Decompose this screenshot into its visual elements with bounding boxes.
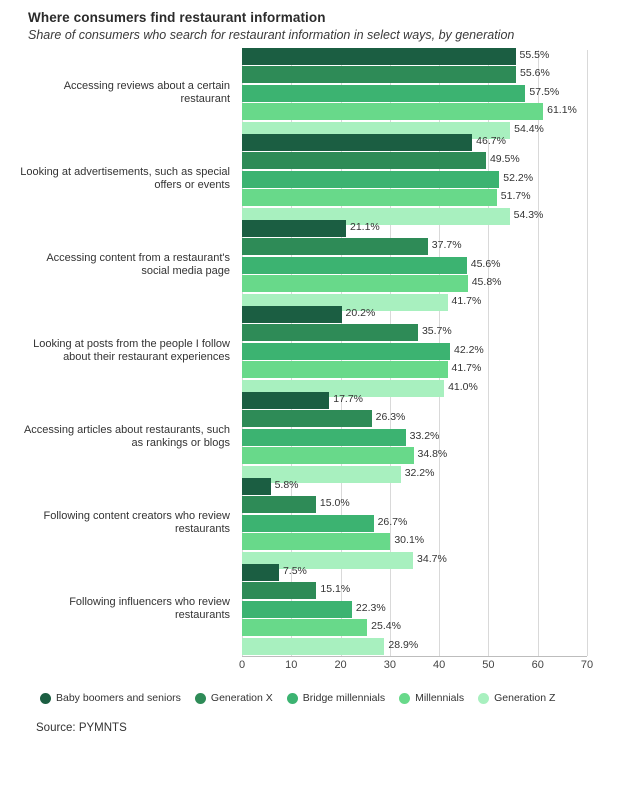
bar-value-label: 42.2% xyxy=(453,343,484,356)
bar-group xyxy=(242,392,587,485)
page-subtitle: Share of consumers who search for restaurant information in select ways, by generation xyxy=(28,28,515,42)
bar-row xyxy=(242,275,587,292)
bar[interactable] xyxy=(242,601,352,618)
category-label: Looking at advertisements, such as special offers or events xyxy=(20,165,230,191)
bar[interactable] xyxy=(242,392,329,409)
x-axis-tick-label: 60 xyxy=(531,659,544,671)
bar-group xyxy=(242,478,587,571)
x-axis-line xyxy=(242,656,587,657)
bar-row xyxy=(242,361,587,378)
bar[interactable] xyxy=(242,410,372,427)
bar-value-label: 41.7% xyxy=(451,362,482,374)
bar-row xyxy=(242,619,587,636)
bar-value-label: 54.4% xyxy=(514,122,544,135)
bar-value-label: 26.3% xyxy=(375,411,406,423)
bar[interactable] xyxy=(242,238,428,255)
legend-item[interactable] xyxy=(40,692,181,704)
bar[interactable] xyxy=(242,257,467,274)
x-axis-tick-label: 0 xyxy=(238,659,246,671)
category-labels xyxy=(14,50,236,708)
bar-value-label: 32.2% xyxy=(404,466,435,479)
page-title: Where consumers find restaurant information xyxy=(28,10,326,25)
legend-item[interactable] xyxy=(399,692,464,704)
bar[interactable] xyxy=(242,564,279,581)
bar[interactable] xyxy=(242,582,316,599)
bar-row xyxy=(242,306,587,323)
legend-swatch-icon xyxy=(287,693,298,704)
bar-value-label: 5.8% xyxy=(274,478,299,491)
bar-value-label: 51.7% xyxy=(500,190,531,202)
bar-row xyxy=(242,582,587,599)
bar-row xyxy=(242,48,587,65)
source-note: Source: PYMNTS xyxy=(36,722,127,734)
bar-row xyxy=(242,533,587,550)
bar-row xyxy=(242,324,587,341)
x-axis-tick-label: 30 xyxy=(383,659,396,671)
bar-row xyxy=(242,103,587,120)
legend-swatch-icon xyxy=(399,693,410,704)
bar[interactable] xyxy=(242,220,346,237)
bar-value-label: 21.1% xyxy=(349,220,380,233)
bar-value-label: 61.1% xyxy=(547,104,577,116)
bar[interactable] xyxy=(242,638,384,655)
legend-swatch-icon xyxy=(478,693,489,704)
bar-row xyxy=(242,429,587,446)
legend-label: Bridge millennials xyxy=(302,692,386,704)
bar[interactable] xyxy=(242,619,367,636)
bar-group xyxy=(242,48,587,141)
bar-value-label: 55.5% xyxy=(519,48,550,61)
chart-area xyxy=(14,50,605,710)
bar-value-label: 49.5% xyxy=(489,153,520,165)
bar-value-label: 33.2% xyxy=(409,429,440,442)
bar-value-label: 37.7% xyxy=(431,239,462,251)
x-axis-tick-label: 20 xyxy=(334,659,347,671)
bar-value-label: 26.7% xyxy=(377,515,408,528)
bar[interactable] xyxy=(242,171,499,188)
bar-value-label: 46.7% xyxy=(476,134,506,147)
bar-group xyxy=(242,220,587,313)
x-axis-tick-label: 70 xyxy=(580,659,594,671)
x-axis-tick-label: 10 xyxy=(285,659,298,671)
bar-value-label: 15.1% xyxy=(320,583,351,595)
bar-value-label: 57.5% xyxy=(529,85,560,98)
category-label: Following content creators who review restaurants xyxy=(43,509,230,535)
bar[interactable] xyxy=(242,275,468,292)
bar[interactable] xyxy=(242,103,543,120)
bar-value-label: 41.0% xyxy=(448,380,478,393)
legend-label: Generation Z xyxy=(494,692,556,704)
bar-value-label: 45.8% xyxy=(471,276,502,288)
bar-value-label: 25.4% xyxy=(371,620,401,632)
bar-row xyxy=(242,152,587,169)
bar-row xyxy=(242,343,587,360)
bar-row xyxy=(242,515,587,532)
bar[interactable] xyxy=(242,134,472,151)
bar-value-label: 15.0% xyxy=(319,497,350,509)
bar-value-label: 28.9% xyxy=(388,638,419,651)
category-label: Accessing articles about restaurants, such as rankings or blogs xyxy=(23,423,230,449)
bar[interactable] xyxy=(242,152,486,169)
grid-line xyxy=(587,50,588,656)
bar-row xyxy=(242,257,587,274)
bar-row xyxy=(242,392,587,409)
bar[interactable] xyxy=(242,48,516,65)
x-axis-tick-label: 40 xyxy=(433,659,446,671)
legend-label: Millennials xyxy=(415,692,465,704)
bar[interactable] xyxy=(242,515,374,532)
legend-swatch-icon xyxy=(195,693,206,704)
chart-legend xyxy=(40,692,609,704)
bar-row xyxy=(242,564,587,581)
bar[interactable] xyxy=(242,496,316,513)
legend-label: Generation X xyxy=(210,692,273,704)
bar-value-label: 20.2% xyxy=(345,306,376,319)
bar-value-label: 54.3% xyxy=(513,208,544,221)
bar-row xyxy=(242,134,587,151)
bar[interactable] xyxy=(242,361,448,378)
bar[interactable] xyxy=(242,343,450,360)
bar-value-label: 7.5% xyxy=(282,564,307,577)
bar-value-label: 41.7% xyxy=(451,294,482,307)
bar-value-label: 30.1% xyxy=(394,534,425,546)
bar-row xyxy=(242,189,587,206)
bar-row xyxy=(242,171,587,188)
bar-value-label: 55.6% xyxy=(520,67,550,79)
bar-row xyxy=(242,238,587,255)
bar-group xyxy=(242,564,587,657)
bar-row xyxy=(242,410,587,427)
bar-group xyxy=(242,306,587,399)
category-label: Accessing reviews about a certain restaurant xyxy=(63,79,230,105)
legend-swatch-icon xyxy=(40,693,51,704)
bar-group xyxy=(242,134,587,227)
bar[interactable] xyxy=(242,85,525,102)
bar-value-label: 35.7% xyxy=(421,325,452,337)
bar-value-label: 52.2% xyxy=(503,171,534,184)
category-label: Following influencers who review restaurants xyxy=(69,595,230,621)
category-label: Looking at posts from the people I follow about their restaurant experiences xyxy=(33,337,230,363)
bar-row xyxy=(242,220,587,237)
bar[interactable] xyxy=(242,533,390,550)
bar-row xyxy=(242,496,587,513)
x-axis-tick-label: 50 xyxy=(482,659,495,671)
legend-item[interactable] xyxy=(478,692,555,704)
bar-value-label: 22.3% xyxy=(355,601,386,614)
bar[interactable] xyxy=(242,306,342,323)
legend-item[interactable] xyxy=(195,692,273,704)
category-label: Accessing content from a restaurant's social media page xyxy=(46,251,230,277)
bar[interactable] xyxy=(242,447,414,464)
bar-row xyxy=(242,85,587,102)
legend-item[interactable] xyxy=(287,692,385,704)
bar-value-label: 17.7% xyxy=(333,392,364,405)
bar-row xyxy=(242,66,587,83)
bar[interactable] xyxy=(242,478,271,495)
bar[interactable] xyxy=(242,324,418,341)
bar[interactable] xyxy=(242,429,406,446)
legend-label: Baby boomers and seniors xyxy=(56,692,181,704)
bar[interactable] xyxy=(242,189,497,206)
bar-value-label: 45.6% xyxy=(470,257,501,270)
bar-value-label: 34.8% xyxy=(417,448,448,460)
bar-row xyxy=(242,638,587,655)
bar-value-label: 34.7% xyxy=(417,552,447,565)
bar[interactable] xyxy=(242,66,516,83)
bar-row xyxy=(242,601,587,618)
bar-row xyxy=(242,478,587,495)
bar-row xyxy=(242,447,587,464)
